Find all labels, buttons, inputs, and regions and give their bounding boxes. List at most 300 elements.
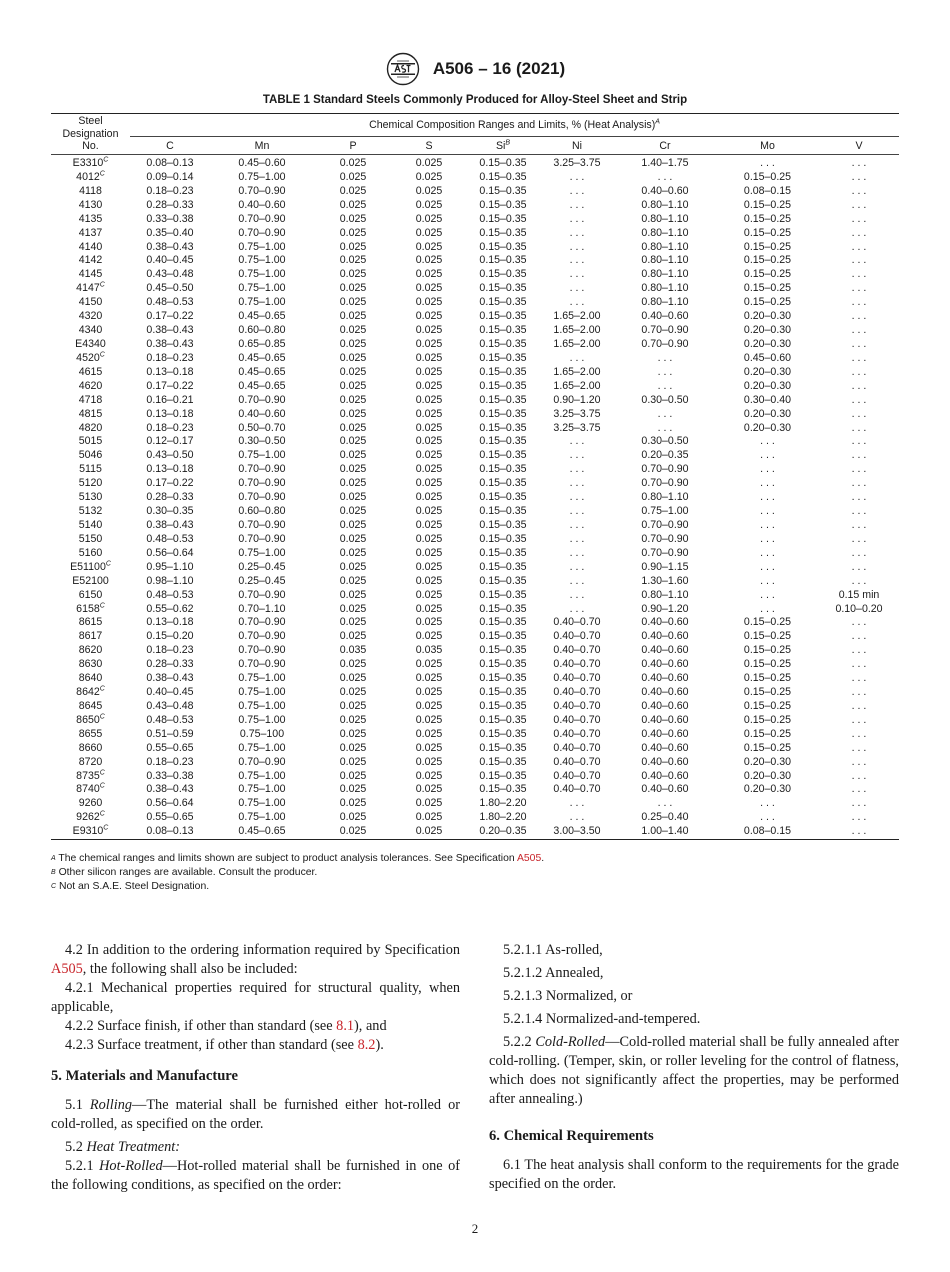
cell-s: 0.025 xyxy=(415,337,443,350)
cell-cr: 0.40–0.60 xyxy=(641,686,689,699)
cell-mo: 0.20–0.30 xyxy=(743,421,792,434)
table-row xyxy=(51,352,899,366)
cell-p: 0.025 xyxy=(339,727,367,740)
cell-mn: 0.75–1.00 xyxy=(238,713,286,726)
cell-ni: . . . xyxy=(569,574,585,587)
table-row xyxy=(51,825,899,839)
steel-designation: 4137 xyxy=(78,226,103,239)
footnote-a505-link[interactable]: A505 xyxy=(516,853,542,864)
cell-mn: 0.75–1.00 xyxy=(238,296,286,309)
table-row xyxy=(51,811,899,825)
cell-cr: 0.40–0.60 xyxy=(641,644,689,657)
cell-si: 0.20–0.35 xyxy=(466,825,540,839)
cell-c: 0.18–0.23 xyxy=(146,184,194,197)
cell-mo: . . . xyxy=(760,449,775,462)
steel-designation: $8642^C$ xyxy=(76,685,105,699)
cell-mn: 0.70–0.90 xyxy=(238,532,286,545)
cell-mo: 0.20–0.30 xyxy=(743,407,792,420)
cell-s: 0.025 xyxy=(415,268,443,281)
cell-c: 0.98–1.10 xyxy=(146,574,194,587)
steel-designation: 5132 xyxy=(78,505,103,518)
cell-mn: 0.75–1.00 xyxy=(238,811,286,824)
steel-designation: $E9310^C$ xyxy=(51,825,130,839)
cell-s: 0.025 xyxy=(415,282,443,295)
cell-v: . . . xyxy=(851,184,867,197)
cell-p: 0.025 xyxy=(339,532,367,545)
cell-cr: . . . xyxy=(657,170,673,183)
cell-s: 0.025 xyxy=(392,825,466,839)
table-row xyxy=(51,310,899,324)
cell-p: 0.025 xyxy=(339,282,367,295)
cell-cr: 0.40–0.60 xyxy=(641,616,689,629)
cell-mo: 0.15–0.25 xyxy=(743,226,792,239)
cell-cr: 0.40–0.60 xyxy=(641,310,689,323)
steel-designation: 5015 xyxy=(78,435,103,448)
cell-mn: 0.45–0.65 xyxy=(238,365,286,378)
cell-mo: 0.15–0.25 xyxy=(743,727,792,740)
cell-cr: 0.90–1.15 xyxy=(641,560,689,573)
column-header-row xyxy=(51,137,899,155)
cell-p: 0.025 xyxy=(339,560,367,573)
cell-mn: 0.45–0.65 xyxy=(238,310,286,323)
footnote-c: $^C$ Not an S.A.E. Steel Designation. xyxy=(51,881,210,892)
cell-si: 0.15–0.35 xyxy=(479,532,527,545)
cell-p: 0.025 xyxy=(339,602,367,615)
paragraph-5-2-2: 5.2.2 Cold-Rolled—Cold-rolled material shall be fully annealed after cold-rolling. (Temper, skin, or roller leveling for the control of flatness, which does not significantly affect the properties, may be performed after annealing.) xyxy=(489,1034,899,1107)
cell-cr: . . . xyxy=(657,421,673,434)
table-row xyxy=(51,199,899,213)
steel-designation: 4820 xyxy=(78,421,103,434)
cell-ni: . . . xyxy=(569,254,585,267)
cell-v: . . . xyxy=(851,296,867,309)
table-row xyxy=(51,213,899,227)
cell-mo: . . . xyxy=(760,518,775,531)
cell-p: 0.025 xyxy=(339,630,367,643)
cell-si: 0.15–0.35 xyxy=(479,741,527,754)
table-row xyxy=(51,296,899,310)
cell-s: 0.025 xyxy=(415,658,443,671)
cell-c: 0.13–0.18 xyxy=(146,407,194,420)
paragraph-4-2-1: 4.2.1 Mechanical properties required for structural quality, when applicable, xyxy=(51,980,460,1015)
cell-mn: 0.75–100 xyxy=(239,727,285,740)
astm-logo-icon xyxy=(385,52,421,86)
cell-ni: 0.40–0.70 xyxy=(553,755,601,768)
cell-ni: . . . xyxy=(569,351,585,364)
cell-ni: 0.40–0.70 xyxy=(553,630,601,643)
cell-cr: 1.40–1.75 xyxy=(641,157,689,169)
cell-si: 0.15–0.35 xyxy=(479,588,527,601)
cell-c: 0.48–0.53 xyxy=(146,713,194,726)
cell-cr: 0.40–0.60 xyxy=(641,184,689,197)
table-row xyxy=(51,171,899,185)
cell-mn: 0.45–0.65 xyxy=(238,379,286,392)
cell-si: 0.15–0.35 xyxy=(479,463,527,476)
cell-v: . . . xyxy=(851,212,867,225)
steel-designation: 5160 xyxy=(78,546,103,559)
cell-mn: 0.70–0.90 xyxy=(238,212,286,225)
cell-mo: . . . xyxy=(760,602,775,615)
steel-designation: $6158^C$ xyxy=(76,601,105,615)
cell-mo: . . . xyxy=(760,588,775,601)
cell-mo: . . . xyxy=(760,435,775,448)
table-row xyxy=(51,463,899,477)
cell-s: 0.025 xyxy=(415,296,443,309)
paragraph-6-1: 6.1 The heat analysis shall conform to the requirements for the grade specified on the order. xyxy=(489,1157,899,1192)
cell-mn: 0.45–0.65 xyxy=(238,351,286,364)
cell-ni: . . . xyxy=(569,463,585,476)
cell-si: 0.15–0.35 xyxy=(479,226,527,239)
section-8-1-link[interactable]: 8.1 xyxy=(336,1018,355,1034)
cell-si: 0.15–0.35 xyxy=(479,184,527,197)
section-6-heading: 6. Chemical Requirements xyxy=(489,1128,654,1144)
cell-p: 0.025 xyxy=(339,337,367,350)
cell-c: 0.55–0.62 xyxy=(146,602,194,615)
cell-v: . . . xyxy=(851,574,867,587)
cell-v: . . . xyxy=(851,157,867,169)
cell-v: . . . xyxy=(851,560,867,573)
cell-v: . . . xyxy=(851,518,867,531)
cell-si: 0.15–0.35 xyxy=(479,310,527,323)
cell-v: . . . xyxy=(851,741,867,754)
cell-s: 0.025 xyxy=(415,755,443,768)
cell-si: 0.15–0.35 xyxy=(479,324,527,337)
steel-designation: 5120 xyxy=(78,477,103,490)
steel-designation: 4340 xyxy=(78,324,103,337)
cell-c: 0.43–0.50 xyxy=(146,449,194,462)
cell-mn: 0.70–0.90 xyxy=(238,393,286,406)
cell-p: 0.025 xyxy=(339,254,367,267)
cell-si: 0.15–0.35 xyxy=(479,268,527,281)
cell-si: 0.15–0.35 xyxy=(479,393,527,406)
cell-ni: 0.40–0.70 xyxy=(553,644,601,657)
cell-mo: 0.15–0.25 xyxy=(743,282,792,295)
cell-ni: . . . xyxy=(569,268,585,281)
cell-cr: 0.30–0.50 xyxy=(641,435,689,448)
cell-s: 0.035 xyxy=(415,644,443,657)
cell-mn: 0.70–0.90 xyxy=(238,755,286,768)
cell-s: 0.025 xyxy=(415,630,443,643)
cell-c: 0.16–0.21 xyxy=(146,393,194,406)
steel-designation: 8615 xyxy=(78,616,103,629)
cell-mo: 0.20–0.30 xyxy=(743,379,792,392)
cell-s: 0.025 xyxy=(415,686,443,699)
cell-ni: 0.40–0.70 xyxy=(553,769,601,782)
cell-p: 0.025 xyxy=(339,393,367,406)
table-row xyxy=(51,227,899,241)
cell-c: 0.17–0.22 xyxy=(146,379,194,392)
cell-mn: 0.75–1.00 xyxy=(238,546,286,559)
cell-cr: 0.40–0.60 xyxy=(641,713,689,726)
cell-cr: . . . xyxy=(657,351,673,364)
cell-s: 0.025 xyxy=(415,157,443,169)
cell-ni: 0.40–0.70 xyxy=(553,713,601,726)
cell-p: 0.025 xyxy=(339,505,367,518)
cell-cr: 0.40–0.60 xyxy=(641,658,689,671)
footnote-a: $^A$ The chemical ranges and limits shown are subject to product analysis tolerances. See Specification A505. xyxy=(51,853,545,864)
cell-mn: 0.70–0.90 xyxy=(238,226,286,239)
cell-cr: 0.80–1.10 xyxy=(641,491,689,504)
cell-p: 0.025 xyxy=(339,477,367,490)
cell-si: 0.15–0.35 xyxy=(479,658,527,671)
cell-v: . . . xyxy=(851,797,867,810)
steel-designation: 5130 xyxy=(78,491,103,504)
section-8-2-link[interactable]: 8.2 xyxy=(357,1037,376,1053)
paragraph-4-2-2: 4.2.2 Surface finish, if other than standard (see 8.1), and xyxy=(65,1018,387,1034)
cell-ni: 1.65–2.00 xyxy=(553,379,601,392)
cell-si: 0.15–0.35 xyxy=(479,518,527,531)
cell-p: 0.025 xyxy=(339,741,367,754)
table-row xyxy=(51,394,899,408)
cell-p: 0.025 xyxy=(339,170,367,183)
table-row xyxy=(51,185,899,199)
table-row xyxy=(51,241,899,255)
cell-s: 0.025 xyxy=(415,811,443,824)
steel-designation: 6150 xyxy=(78,588,103,601)
cell-si: 0.15–0.35 xyxy=(479,616,527,629)
cell-v: . . . xyxy=(851,310,867,323)
cell-s: 0.025 xyxy=(415,574,443,587)
cell-mn: 0.70–0.90 xyxy=(238,616,286,629)
cell-s: 0.025 xyxy=(415,226,443,239)
cell-p: 0.025 xyxy=(339,268,367,281)
cell-s: 0.025 xyxy=(415,421,443,434)
table-row xyxy=(51,268,899,282)
cell-s: 0.025 xyxy=(415,727,443,740)
cell-mo: 0.15–0.25 xyxy=(743,254,792,267)
cell-s: 0.025 xyxy=(415,560,443,573)
cell-v: . . . xyxy=(851,783,867,796)
table-row xyxy=(51,366,899,380)
column-header-mo: Mo xyxy=(716,137,819,155)
cell-mo: 0.15–0.25 xyxy=(743,630,792,643)
cell-v: . . . xyxy=(851,532,867,545)
a505-link[interactable]: A505 xyxy=(51,961,83,977)
cell-si: 0.15–0.35 xyxy=(479,421,527,434)
cell-s: 0.025 xyxy=(415,351,443,364)
cell-c: 0.45–0.50 xyxy=(146,282,194,295)
cell-s: 0.025 xyxy=(415,184,443,197)
table-row xyxy=(51,630,899,644)
table-row xyxy=(51,547,899,561)
column-header-v: V xyxy=(819,137,899,155)
cell-cr: 0.80–1.10 xyxy=(641,198,689,211)
cell-si: 0.15–0.35 xyxy=(479,365,527,378)
cell-si: 0.15–0.35 xyxy=(479,379,527,392)
cell-si: 0.15–0.35 xyxy=(479,282,527,295)
cell-p: 0.025 xyxy=(314,825,392,839)
cell-p: 0.025 xyxy=(339,463,367,476)
cell-cr: 0.40–0.60 xyxy=(641,672,689,685)
steel-designation: $8650^C$ xyxy=(76,713,105,726)
table-row xyxy=(51,449,899,463)
cell-v: . . . xyxy=(851,505,867,518)
cell-cr: 0.40–0.60 xyxy=(641,755,689,768)
steel-table-container xyxy=(51,113,899,840)
cell-ni: . . . xyxy=(569,212,585,225)
cell-v: . . . xyxy=(851,324,867,337)
steel-designation: 4130 xyxy=(78,198,103,211)
table-row xyxy=(51,533,899,547)
cell-si: 0.15–0.35 xyxy=(479,783,527,796)
cell-mn: 0.75–1.00 xyxy=(238,769,286,782)
table-row xyxy=(51,408,899,422)
table-row xyxy=(51,254,899,268)
column-header-s: S xyxy=(392,137,466,155)
steel-designation: $E51100^C$ xyxy=(70,560,111,573)
cell-cr: 1.00–1.40 xyxy=(614,825,716,839)
cell-p: 0.025 xyxy=(339,324,367,337)
cell-p: 0.025 xyxy=(339,713,367,726)
document-title: A506 – 16 (2021) xyxy=(432,59,566,78)
designation-header: Steel Designation No. xyxy=(51,114,130,155)
cell-si: 0.15–0.35 xyxy=(479,198,527,211)
cell-mo: 0.15–0.25 xyxy=(743,268,792,281)
cell-cr: 0.40–0.60 xyxy=(641,699,689,712)
cell-v: . . . xyxy=(851,491,867,504)
composition-group-header: Chemical Composition Ranges and Limits, % (Heat Analysis)$^A$ xyxy=(130,114,899,137)
cell-mo: 0.15–0.25 xyxy=(743,240,792,253)
cell-v: . . . xyxy=(851,727,867,740)
cell-v: . . . xyxy=(851,198,867,211)
cell-mn: 0.75–1.00 xyxy=(238,282,286,295)
cell-ni: . . . xyxy=(569,797,585,810)
cell-mo: 0.20–0.30 xyxy=(743,310,792,323)
cell-si: 0.15–0.35 xyxy=(479,699,527,712)
cell-c: 0.17–0.22 xyxy=(146,310,194,323)
cell-ni: 0.40–0.70 xyxy=(553,686,601,699)
cell-mn: 0.70–0.90 xyxy=(238,658,286,671)
cell-si: 0.15–0.35 xyxy=(479,212,527,225)
cell-mn: 0.70–0.90 xyxy=(238,477,286,490)
cell-cr: 0.80–1.10 xyxy=(641,240,689,253)
paragraph-5-2: 5.2 Heat Treatment: xyxy=(65,1139,181,1155)
steel-designation: $4520^C$ xyxy=(76,351,105,364)
cell-cr: . . . xyxy=(657,407,673,420)
cell-mn: 0.60–0.80 xyxy=(238,324,286,337)
cell-p: 0.025 xyxy=(339,435,367,448)
cell-cr: . . . xyxy=(657,379,673,392)
cell-s: 0.025 xyxy=(415,463,443,476)
cell-ni: . . . xyxy=(569,560,585,573)
steel-designation: 5115 xyxy=(79,463,102,476)
cell-v: . . . xyxy=(851,365,867,378)
cell-mo: 0.15–0.25 xyxy=(743,170,792,183)
cell-si: 1.80–2.20 xyxy=(479,811,527,824)
cell-s: 0.025 xyxy=(415,212,443,225)
cell-s: 0.025 xyxy=(415,254,443,267)
cell-ni: . . . xyxy=(569,518,585,531)
table-row xyxy=(51,561,899,575)
cell-v: . . . xyxy=(851,616,867,629)
cell-si: 0.15–0.35 xyxy=(479,254,527,267)
steel-designation: 8620 xyxy=(78,644,103,657)
footnote-b: $^B$ Other silicon ranges are available. Consult the producer. xyxy=(51,867,318,878)
cell-si: 0.15–0.35 xyxy=(479,477,527,490)
cell-s: 0.025 xyxy=(415,699,443,712)
cell-c: 0.15–0.20 xyxy=(146,630,194,643)
steel-designation: 4815 xyxy=(78,407,103,420)
cell-s: 0.025 xyxy=(415,407,443,420)
cell-mo: 0.30–0.40 xyxy=(743,393,792,406)
cell-ni: . . . xyxy=(569,477,585,490)
cell-p: 0.025 xyxy=(339,365,367,378)
cell-c: 0.09–0.14 xyxy=(146,170,194,183)
cell-mn: 0.75–1.00 xyxy=(238,783,286,796)
cell-mo: 0.15–0.25 xyxy=(743,713,792,726)
cell-cr: 0.70–0.90 xyxy=(641,324,689,337)
cell-p: 0.025 xyxy=(339,240,367,253)
cell-cr: 0.40–0.60 xyxy=(641,741,689,754)
cell-c: 0.38–0.43 xyxy=(146,240,194,253)
cell-mn: 0.70–1.10 xyxy=(238,602,286,615)
cell-v: . . . xyxy=(851,546,867,559)
cell-ni: 0.40–0.70 xyxy=(553,727,601,740)
steel-composition-table xyxy=(51,113,899,840)
steel-designation: 9260 xyxy=(78,797,103,810)
right-text-column xyxy=(489,941,899,1194)
cell-c: 0.38–0.43 xyxy=(146,337,194,350)
table-row xyxy=(51,770,899,784)
cell-ni: 0.40–0.70 xyxy=(553,699,601,712)
cell-p: 0.025 xyxy=(339,310,367,323)
cell-mn: 0.70–0.90 xyxy=(238,491,286,504)
cell-mo: . . . xyxy=(760,491,775,504)
cell-p: 0.025 xyxy=(339,421,367,434)
cell-c: 0.43–0.48 xyxy=(146,699,194,712)
cell-s: 0.025 xyxy=(415,588,443,601)
cell-ni: 1.65–2.00 xyxy=(553,365,601,378)
cell-mn: 0.75–1.00 xyxy=(238,240,286,253)
cell-mo: 0.15–0.25 xyxy=(743,672,792,685)
cell-ni: 0.40–0.70 xyxy=(553,783,601,796)
cell-c: 0.56–0.64 xyxy=(146,546,194,559)
cell-c: 0.28–0.33 xyxy=(146,198,194,211)
cell-p: 0.025 xyxy=(339,212,367,225)
steel-designation: 4150 xyxy=(78,296,103,309)
cell-c: 0.08–0.13 xyxy=(146,157,194,169)
table-row xyxy=(51,797,899,811)
cell-v: 0.15 min xyxy=(838,588,880,601)
cell-ni: . . . xyxy=(569,505,585,518)
cell-c: 0.35–0.40 xyxy=(146,226,194,239)
cell-s: 0.025 xyxy=(415,324,443,337)
cell-s: 0.025 xyxy=(415,546,443,559)
steel-designation: 8617 xyxy=(78,630,103,643)
cell-v: . . . xyxy=(851,393,867,406)
cell-c: 0.18–0.23 xyxy=(146,755,194,768)
cell-ni: . . . xyxy=(569,170,585,183)
cell-s: 0.025 xyxy=(415,672,443,685)
cell-c: 0.13–0.18 xyxy=(146,616,194,629)
cell-ni: 1.65–2.00 xyxy=(553,310,601,323)
steel-designation: 4620 xyxy=(78,379,103,392)
cell-p: 0.025 xyxy=(339,574,367,587)
cell-s: 0.025 xyxy=(415,379,443,392)
cell-cr: 0.70–0.90 xyxy=(641,546,689,559)
cell-p: 0.025 xyxy=(339,686,367,699)
cell-v: . . . xyxy=(851,463,867,476)
steel-designation: 5046 xyxy=(78,449,103,462)
table-row xyxy=(51,422,899,436)
cell-v: . . . xyxy=(851,407,867,420)
cell-mn: 0.75–1.00 xyxy=(238,672,286,685)
steel-designation: 4718 xyxy=(78,393,103,406)
cell-v: . . . xyxy=(851,268,867,281)
cell-mo: 0.15–0.25 xyxy=(743,644,792,657)
cell-s: 0.025 xyxy=(415,602,443,615)
table-row xyxy=(51,519,899,533)
left-text-column xyxy=(51,941,460,1195)
